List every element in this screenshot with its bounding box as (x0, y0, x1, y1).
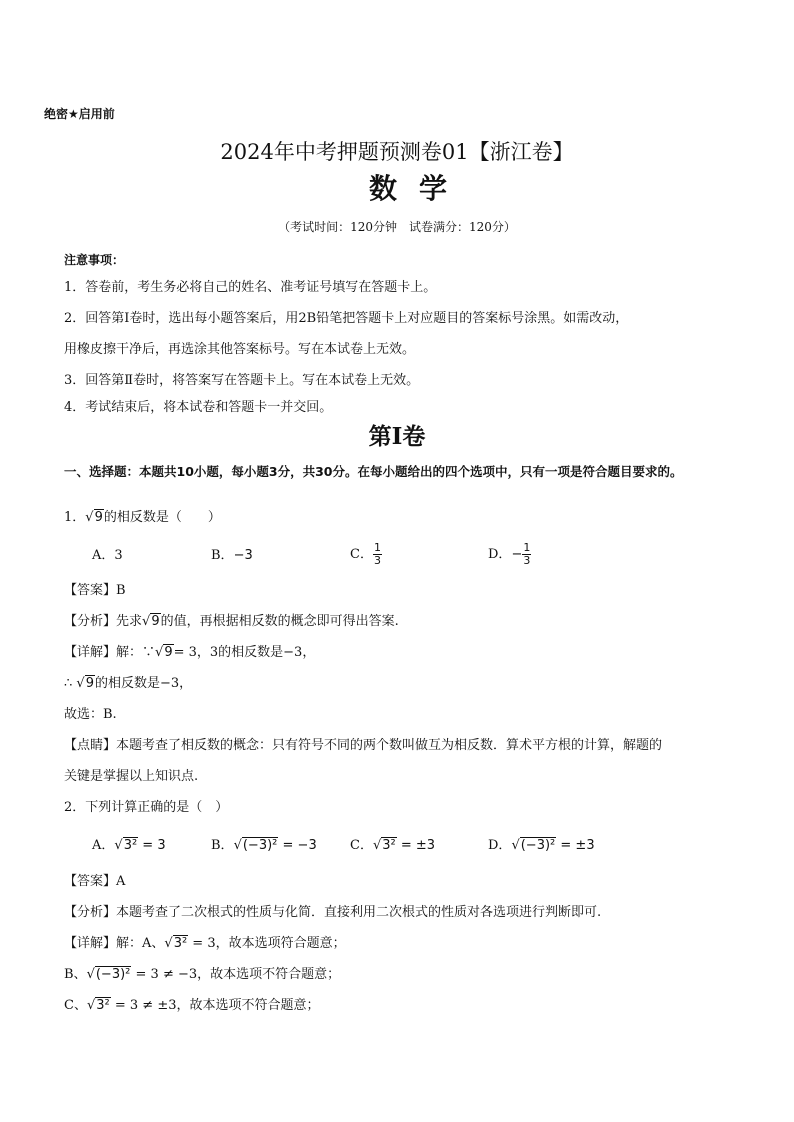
confidential-label: 绝密★启用前 (44, 107, 115, 121)
q1-stem-tail: 的相反数是（ ） (103, 510, 221, 525)
q2-option-a (92, 838, 166, 854)
q1-comment-line-2: 关键是掌握以上知识点. (64, 769, 199, 784)
subject-title: 数学 (368, 172, 469, 205)
notice-item-4: 4．考试结束后，将本试卷和答题卡一并交回。 (64, 400, 333, 415)
q2-option-d-sqrt: √(−3)² (511, 838, 556, 853)
q2-answer: 【答案】A (64, 874, 126, 889)
q2-line-b-post: = 3 ≠ −3，故本选项不符合题意； (131, 967, 341, 982)
q1-therefore-post: 的相反数是−3， (94, 676, 193, 691)
q2-option-d-radicand: (−3)² (520, 838, 556, 853)
q2-option-b-sqrt: √(−3)² (233, 838, 278, 853)
q2-detail-radicand: 3² (173, 936, 188, 951)
q2-option-b-tail: = −3 (278, 838, 317, 853)
q2-detail-pre: 【详解】解：A、 (64, 936, 165, 951)
q2-option-a-sqrt: √3² (114, 838, 138, 853)
q1-option-b (211, 548, 253, 564)
exam-time-info: （考试时间：120分钟 试卷满分：120分） (278, 220, 516, 234)
q1-number: 1． (64, 510, 86, 525)
q2-option-c-radicand: 3² (382, 838, 396, 853)
q2-line-c-post: = 3 ≠ ±3，故本选项不符合题意； (110, 998, 320, 1013)
q2-option-a-label: A． (92, 838, 115, 853)
q1-analysis-radicand: 9 (151, 614, 160, 629)
q1-option-c-numerator: 1 (373, 541, 381, 554)
q1-sqrt: √9 (85, 510, 103, 525)
q2-option-d (488, 838, 595, 854)
q1-radicand: 9 (94, 510, 103, 525)
q2-option-d-label: D． (488, 838, 512, 853)
q2-option-c-tail: = ±3 (396, 838, 436, 853)
q2-option-c (350, 838, 435, 854)
q1-option-a: A．3 (92, 548, 123, 563)
q2-option-a-tail: = 3 (138, 838, 166, 853)
q1-option-c (350, 538, 382, 572)
q2-option-a-radicand: 3² (123, 838, 138, 853)
q1-option-d-sign: − (511, 547, 523, 562)
q1-comment-line-1: 【点睛】本题考查了相反数的概念：只有符号不同的两个数叫做互为相反数．算术平方根的计算，解题的 (64, 738, 663, 753)
q2-option-b-radicand: (−3)² (242, 838, 278, 853)
q2-option-d-tail: = ±3 (556, 838, 595, 853)
q2-line-b-pre: B、 (64, 967, 87, 982)
q1-therefore-sqrt: √9 (76, 676, 94, 691)
q1-analysis-sqrt: √9 (142, 614, 160, 629)
q1-stem (64, 510, 221, 526)
q2-detail-c (64, 998, 319, 1014)
q2-line-c-radicand: 3² (96, 998, 110, 1013)
q1-detail-sqrt: √9 (155, 645, 173, 660)
notice-item-1: 1．答卷前，考生务必将自己的姓名、准考证号填写在答题卡上。 (64, 280, 437, 295)
q2-option-b (211, 838, 317, 854)
notice-item-2-line-2: 用橡皮擦干净后，再选涂其他答案标号。写在本试卷上无效。 (64, 342, 416, 357)
q1-option-d (488, 538, 531, 572)
notice-heading: 注意事项： (64, 253, 125, 267)
q2-line-c-pre: C、 (64, 998, 87, 1013)
q2-analysis: 【分析】本题考查了二次根式的性质与化简．直接利用二次根式的性质对各选项进行判断即可. (64, 905, 602, 920)
notice-item-2-line-1: 2．回答第Ⅰ卷时，选出每小题答案后，用2B铅笔把答题卡上对应题目的答案标号涂黑。如需改动， (64, 311, 629, 326)
q1-option-c-denominator: 3 (373, 554, 381, 567)
q2-option-b-label: B． (211, 838, 234, 853)
q1-detail (64, 645, 315, 661)
q2-stem: 2．下列计算正确的是（ ） (64, 800, 229, 815)
q2-detail-b (64, 967, 340, 983)
q1-analysis-post: 的值，再根据相反数的概念即可得出答案. (160, 614, 399, 629)
q1-analysis-pre: 【分析】先求 (64, 614, 143, 629)
q1-option-c-label: C． (350, 547, 373, 562)
q1-answer: 【答案】B (64, 583, 126, 598)
q2-line-b-radicand: (−3)² (95, 967, 131, 982)
q1-option-d-fraction (522, 542, 531, 567)
q1-option-b-label: B． (211, 548, 234, 563)
q2-line-c-sqrt: √3² (86, 998, 110, 1013)
q1-detail-radicand: 9 (164, 645, 173, 660)
q2-detail-post: = 3，故本选项符合题意； (188, 936, 346, 951)
notice-item-3: 3．回答第Ⅱ卷时，将答案写在答题卡上。写在本试卷上无效。 (64, 373, 420, 388)
exam-title: 2024年中考押题预测卷01【浙江卷】 (220, 140, 574, 164)
section-title: 第I卷 (368, 423, 426, 450)
q1-therefore-pre: ∴ (64, 676, 77, 691)
q2-detail-a (64, 936, 346, 952)
q2-option-c-sqrt: √3² (372, 838, 396, 853)
q2-detail-sqrt: √3² (164, 936, 188, 951)
q1-option-b-value: −3 (233, 548, 253, 563)
q1-detail-post: = 3，3的相反数是−3， (173, 645, 316, 660)
q1-option-d-label: D． (488, 547, 512, 562)
section-description: 一、选择题：本题共10小题，每小题3分，共30分。在每小题给出的四个选项中，只有一项是符合题目要求的。 (64, 464, 683, 479)
q1-analysis (64, 614, 399, 630)
q1-detail-pre: 【详解】解：∵ (64, 645, 156, 660)
q1-therefore (64, 676, 192, 692)
q1-option-d-denominator: 3 (523, 554, 531, 567)
q1-choice: 故选：B. (64, 707, 117, 722)
q2-line-b-sqrt: √(−3)² (86, 967, 131, 982)
q2-option-c-label: C． (350, 838, 373, 853)
q1-option-d-numerator: 1 (523, 541, 531, 554)
q1-therefore-radicand: 9 (85, 676, 94, 691)
q1-option-c-fraction (373, 542, 382, 567)
